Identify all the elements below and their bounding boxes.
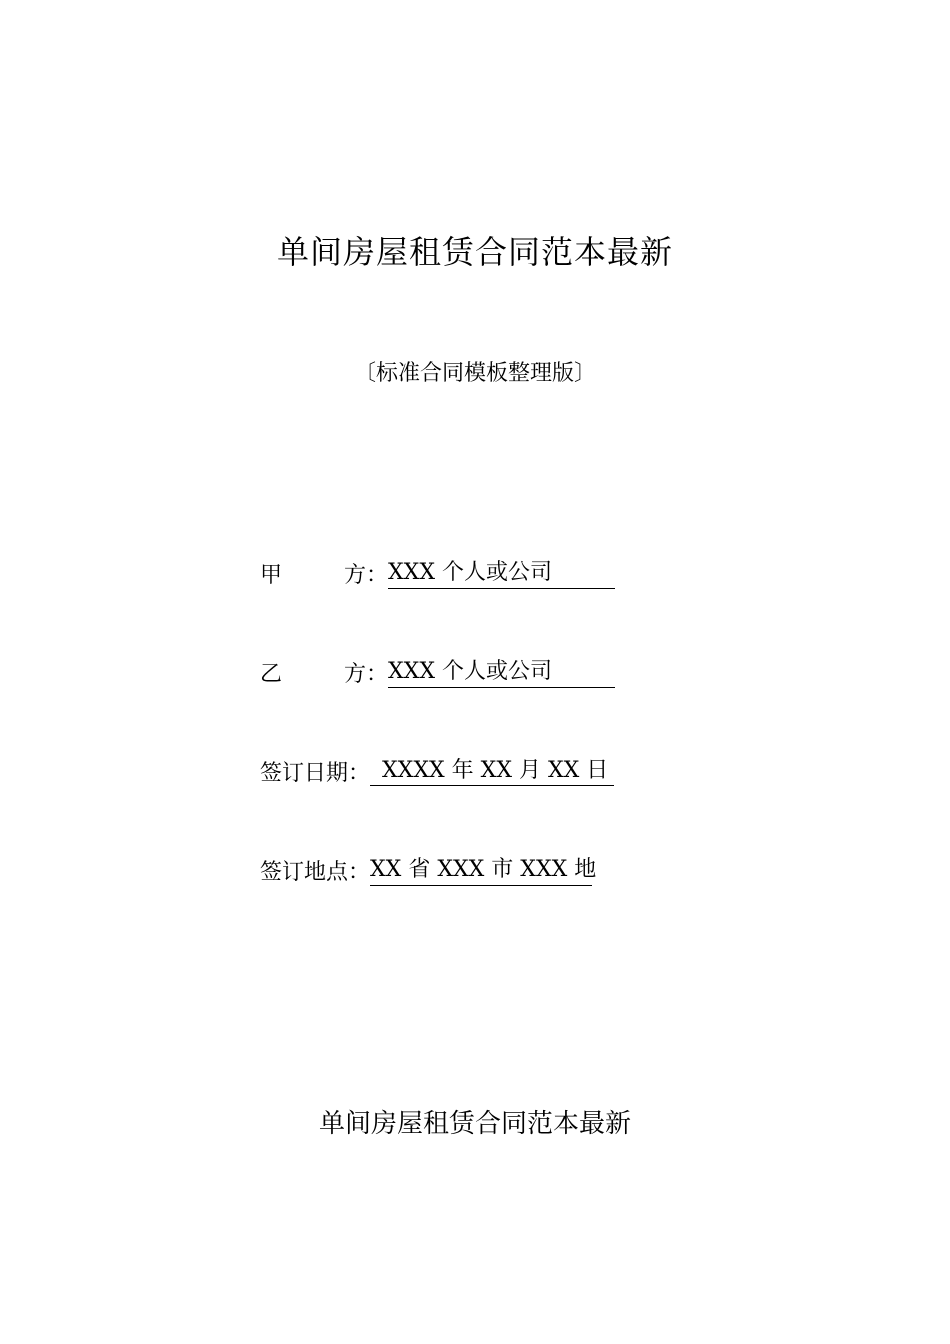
sign-place-label: 签订地点：	[260, 860, 371, 885]
sign-date-value: XXXX 年 XX 月 XX 日	[370, 756, 614, 786]
party-a-label-char2: 方：	[343, 563, 388, 588]
party-a-value: XXX 个人或公司	[388, 558, 615, 589]
sign-place-field	[260, 855, 597, 891]
party-b-value: XXX 个人或公司	[388, 657, 615, 688]
sign-date-field	[260, 756, 614, 792]
document-title: 单间房屋租赁合同范本最新	[276, 233, 673, 271]
party-b-label-char2: 方：	[343, 662, 388, 687]
footer-title: 单间房屋租赁合同范本最新	[318, 1109, 631, 1139]
party-a-label	[260, 558, 388, 594]
sign-place-value: XX 省 XXX 市 XXX 地	[370, 855, 592, 886]
document-subtitle: 〔标准合同模板整理版〕	[353, 361, 596, 386]
party-b-label	[260, 657, 388, 693]
sign-date-label: 签订日期：	[260, 761, 371, 786]
party-a-field	[260, 558, 615, 594]
party-a-label-char1: 甲	[260, 563, 283, 588]
party-b-label-char1: 乙	[260, 662, 283, 687]
party-b-field	[260, 657, 615, 693]
